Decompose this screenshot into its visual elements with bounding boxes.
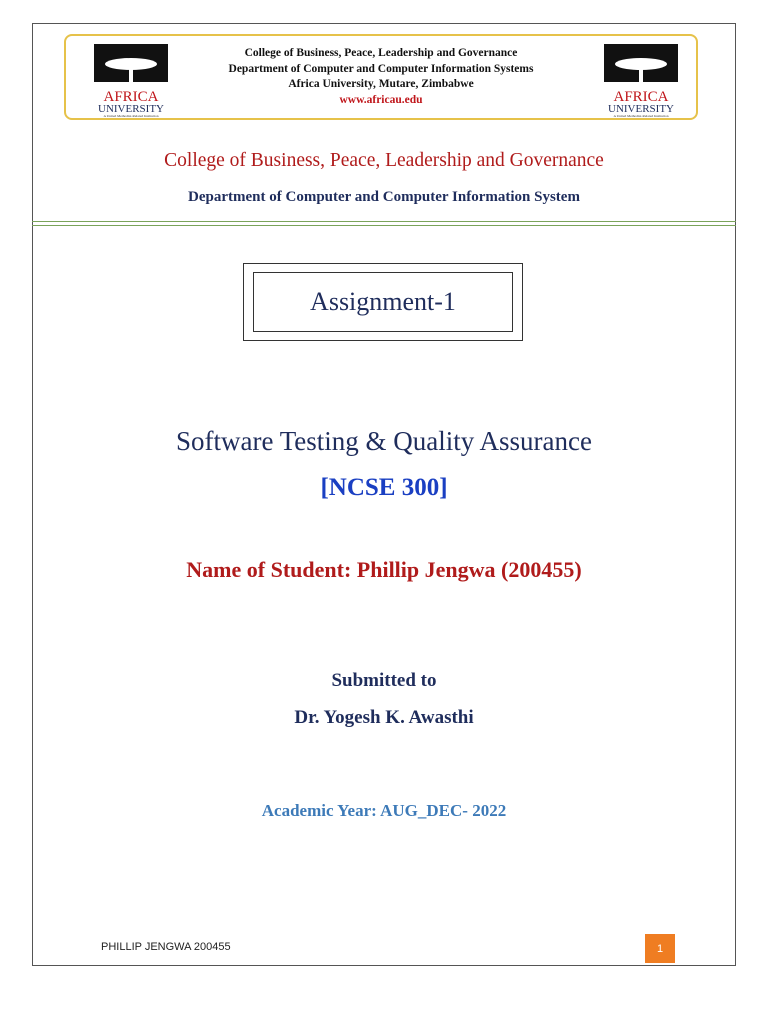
assignment-box xyxy=(243,263,523,341)
letterhead-college: College of Business, Peace, Leadership and Governance xyxy=(244,47,518,59)
academic-year: Academic Year: AUG_DEC- 2022 xyxy=(261,801,507,820)
svg-text:UNIVERSITY: UNIVERSITY xyxy=(608,103,674,115)
supervisor-name: Dr. Yogesh K. Awasthi xyxy=(294,707,474,728)
svg-text:AFRICA: AFRICA xyxy=(103,89,159,105)
letterhead-department: Department of Computer and Computer Information Systems xyxy=(228,62,534,75)
department-title: Department of Computer and Computer Information System xyxy=(188,189,580,205)
letterhead-address: Africa University, Mutare, Zimbabwe xyxy=(288,78,474,90)
divider-rule xyxy=(32,221,736,222)
africa-university-logo-icon xyxy=(602,42,680,118)
svg-text:UNIVERSITY: UNIVERSITY xyxy=(98,103,164,115)
student-name: Name of Student: Phillip Jengwa (200455) xyxy=(186,557,582,582)
submitted-to-label: Submitted to xyxy=(331,670,437,691)
letterhead-text xyxy=(166,46,596,108)
assignment-inner-box xyxy=(253,272,513,332)
page-number-badge: 1 xyxy=(645,934,675,963)
college-title: College of Business, Peace, Leadership and Governance xyxy=(164,150,604,171)
course-title: Software Testing & Quality Assurance xyxy=(175,426,593,456)
footer-name: PHILLIP JENGWA 200455 xyxy=(101,941,231,953)
svg-text:A United Methodist-Related Ins: A United Methodist-Related Institution xyxy=(103,114,159,118)
divider-rule xyxy=(32,225,736,226)
course-code: [NCSE 300] xyxy=(320,474,448,501)
svg-text:A United Methodist-Related Ins: A United Methodist-Related Institution xyxy=(613,114,669,118)
africa-university-logo-icon xyxy=(92,42,170,118)
letterhead xyxy=(64,34,698,120)
svg-text:AFRICA: AFRICA xyxy=(613,89,669,105)
letterhead-url[interactable]: www.africau.edu xyxy=(339,93,423,106)
assignment-title: Assignment-1 xyxy=(310,287,456,316)
